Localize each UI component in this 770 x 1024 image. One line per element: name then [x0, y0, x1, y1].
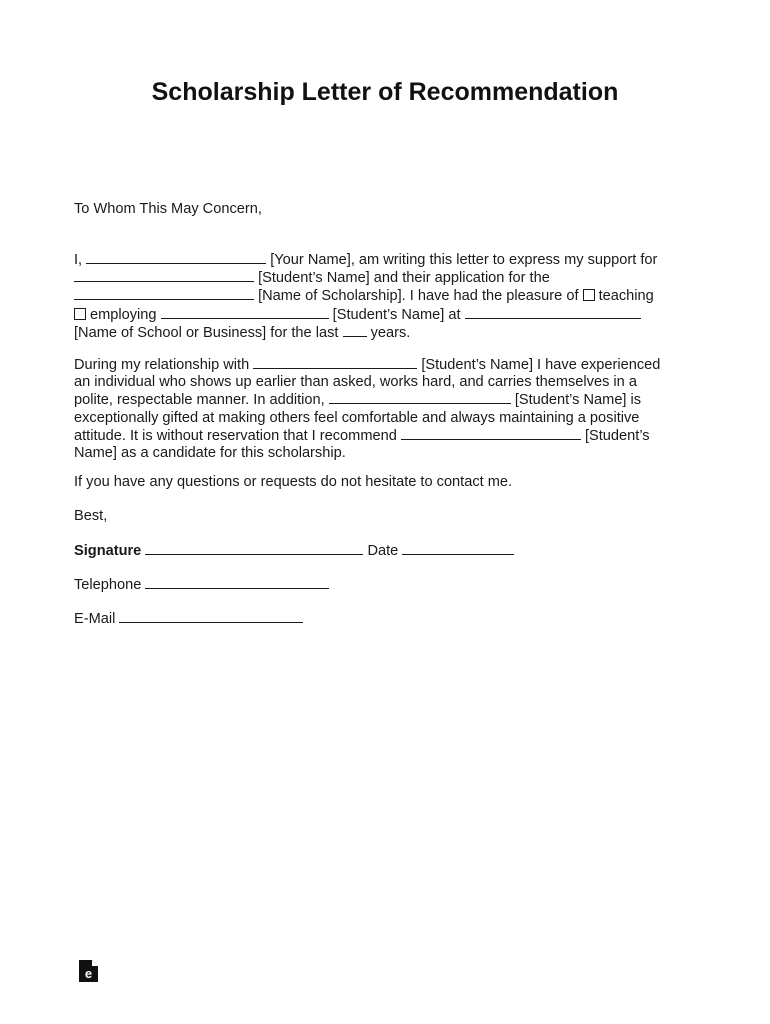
paragraph-3: If you have any questions or requests do not hesitate to contact me.	[74, 474, 513, 490]
salutation: To Whom This May Concern,	[74, 201, 262, 217]
text-candidate: Name] as a candidate for this scholarship.	[74, 445, 346, 462]
student-name-blank-4[interactable]	[329, 391, 511, 404]
signature-label: Signature	[74, 543, 142, 559]
text-gifted: exceptionally gifted at making others feel comfortable and always maintaining a positive	[74, 409, 640, 426]
email-field[interactable]	[119, 610, 303, 623]
text-years: years.	[370, 324, 411, 341]
text-polite: polite, respectable manner. In addition,	[74, 392, 325, 409]
text-experienced: [Student’s Name] I have experienced	[421, 357, 661, 373]
telephone-field[interactable]	[145, 576, 329, 589]
school-business-blank[interactable]	[465, 306, 641, 319]
text-relationship: During my relationship with	[74, 357, 250, 373]
text-your-name: [Your Name], am writing this letter to express my support for	[270, 252, 658, 268]
text-student-at: [Student’s Name] at	[332, 306, 461, 323]
text-school-business: [Name of School or Business] for the last	[74, 324, 339, 341]
text-recommend: attitude. It is without reservation that I recommend	[74, 427, 397, 444]
telephone-label: Telephone	[74, 577, 142, 593]
email-row	[74, 610, 303, 627]
text-shows-up: an individual who shows up earlier than asked, works hard, and carries themselves in a	[74, 374, 637, 391]
student-name-blank-5[interactable]	[401, 427, 581, 440]
svg-text:e: e	[84, 966, 93, 981]
text-student-is: [Student’s Name] is	[514, 392, 642, 409]
employing-checkbox[interactable]	[74, 308, 86, 320]
scholarship-name-blank[interactable]	[74, 287, 254, 300]
date-label: Date	[367, 543, 399, 559]
teaching-checkbox[interactable]	[583, 289, 595, 301]
paragraph-2	[74, 356, 704, 462]
text-student-open: [Student’s	[584, 427, 650, 444]
student-name-blank-3[interactable]	[253, 356, 417, 369]
text-scholarship: [Name of Scholarship]. I have had the pleasure of	[258, 288, 579, 305]
student-name-blank-1[interactable]	[74, 269, 254, 282]
signature-row	[74, 542, 514, 559]
employing-label: employing	[90, 306, 157, 323]
eforms-logo-icon	[79, 960, 98, 982]
closing: Best,	[74, 508, 108, 524]
teaching-label: teaching	[598, 288, 654, 305]
paragraph-1	[74, 251, 704, 342]
text-student-application: [Student’s Name] and their application for the	[258, 270, 550, 287]
email-label: E-Mail	[74, 611, 116, 627]
text-i: I,	[74, 252, 83, 268]
telephone-row	[74, 576, 329, 593]
student-name-blank-2[interactable]	[161, 306, 329, 319]
your-name-blank[interactable]	[86, 251, 266, 264]
date-field[interactable]	[402, 542, 514, 555]
years-blank[interactable]	[343, 324, 367, 337]
document-title: Scholarship Letter of Recommendation	[151, 78, 619, 106]
signature-field[interactable]	[145, 542, 363, 555]
